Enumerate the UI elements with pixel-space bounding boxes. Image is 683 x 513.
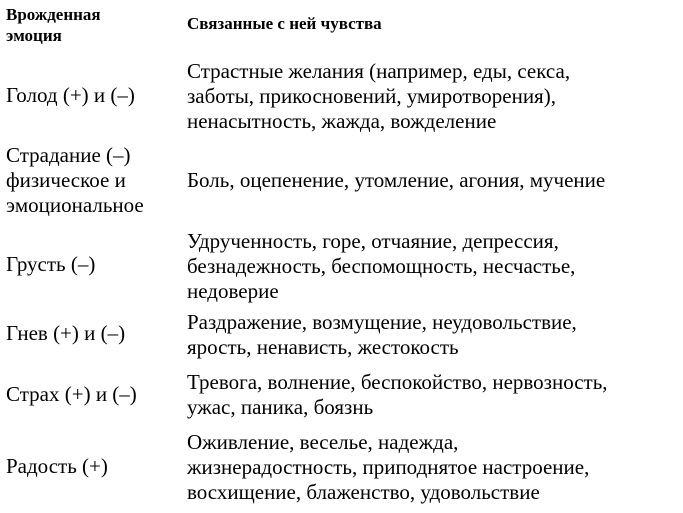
header-emotion [6,4,101,46]
feelings-text: Раздражение, возмущение, неудовольствие, [187,310,577,334]
feelings-text: Боль, оцепенение, утомление, агония, мучение [187,168,606,192]
feelings-text: недоверие [187,279,279,303]
feelings-text: безнадежность, беспомощность, несчастье, [187,254,576,278]
feelings-text: ужас, паника, боязнь [187,395,374,419]
feelings-text: восхищение, блаженство, удовольствие [187,480,540,504]
feelings-cell [187,229,575,304]
emotion-cell [6,454,108,479]
emotion-text: Страдание (–) [6,143,131,167]
feelings-text: Тревога, волнение, беспокойство, нервозность, [187,370,608,394]
feelings-text: Страстные желания (например, еды, секса, [187,59,571,83]
feelings-text: жизнерадостность, приподнятое настроение, [187,455,590,479]
emotion-cell [6,321,125,346]
feelings-cell [187,59,570,134]
feelings-cell [187,168,605,193]
emotion-cell [6,382,137,407]
emotion-cell [6,252,95,277]
feelings-text: ярость, ненависть, жестокость [187,335,459,359]
emotion-cell [6,143,144,218]
feelings-cell [187,370,608,420]
header-feelings: Связанные с ней чувства [187,14,382,33]
feelings-text: Удрученность, горе, отчаяние, депрессия, [187,229,559,253]
emotion-text: Гнев (+) и (–) [6,321,126,345]
emotion-text: Радость (+) [6,454,108,478]
emotion-text: физическое и [6,168,126,192]
feelings-text: ненасытность, жажда, вожделение [187,109,497,133]
feelings-text: Оживление, веселье, надежда, [187,430,459,454]
feelings-cell [187,430,589,505]
emotion-cell [6,83,135,108]
feelings-cell [187,310,577,360]
emotion-text: Голод (+) и (–) [6,83,135,107]
header-emotion-line-1: Врожденная [6,5,101,24]
emotion-text: Грусть (–) [6,252,96,276]
emotion-text: эмоциональное [6,193,144,217]
feelings-text: заботы, прикосновений, умиротворения), [187,84,556,108]
header-emotion-line-2: эмоция [6,26,62,45]
emotion-text: Страх (+) и (–) [6,382,137,406]
